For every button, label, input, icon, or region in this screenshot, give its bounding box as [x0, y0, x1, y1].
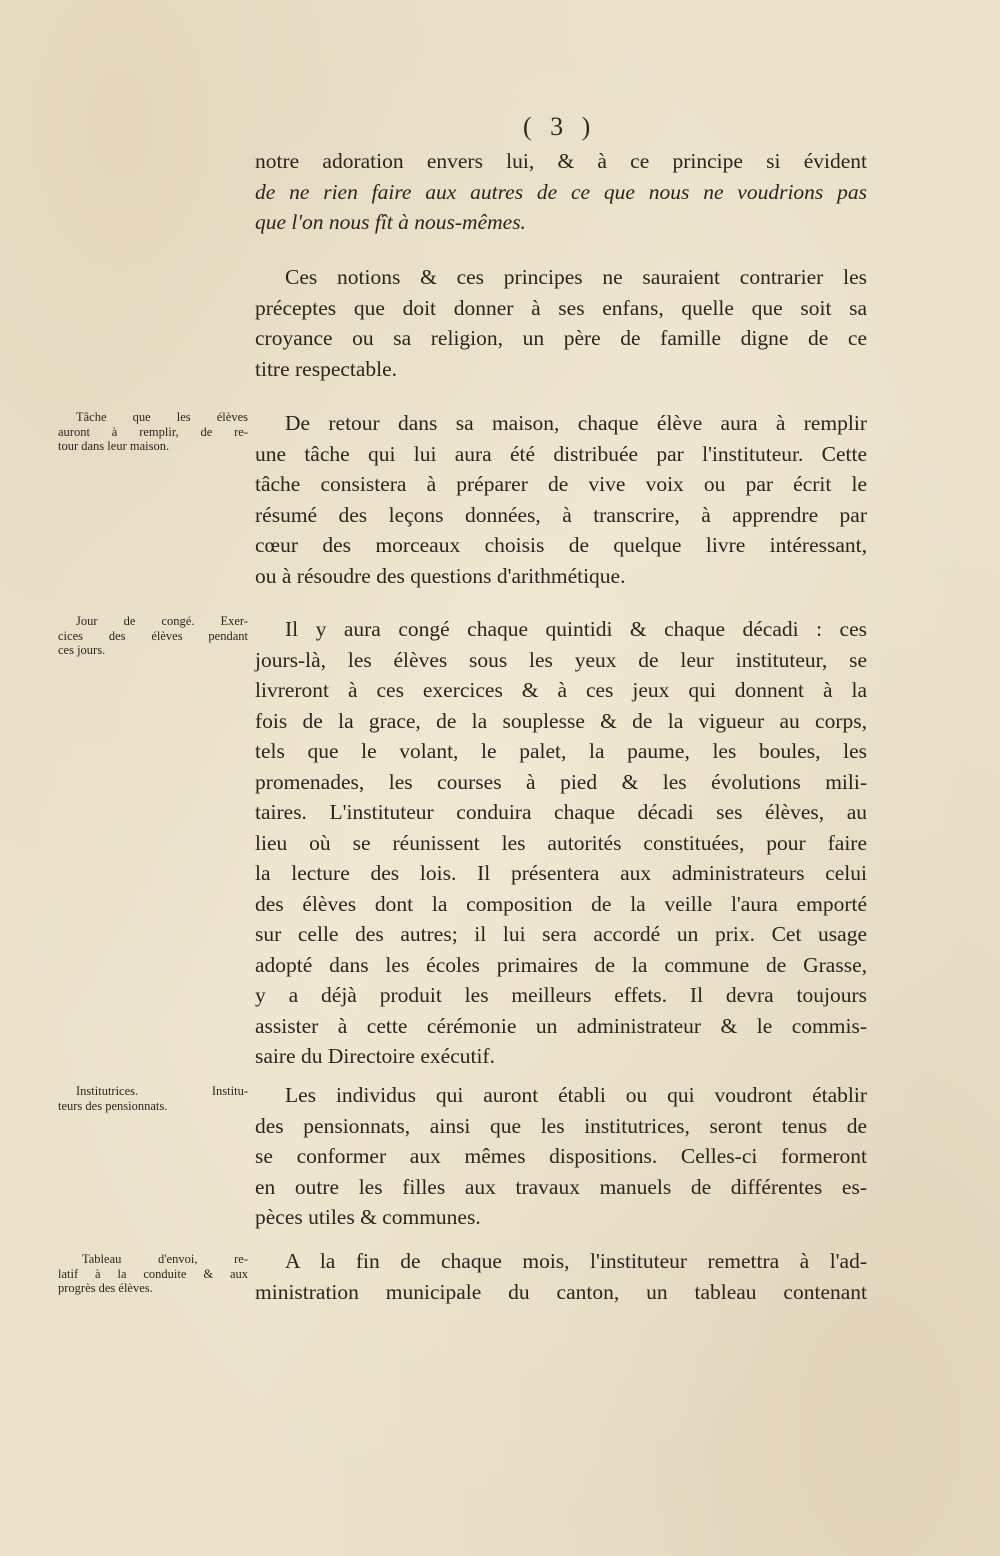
- paragraph-notions: [255, 262, 867, 384]
- text-line: préceptes que doit donner à ses enfans, quelle que soit sa: [255, 295, 867, 320]
- text-line: Les individus qui auront établi ou qui voudront établir: [285, 1083, 867, 1107]
- paragraph-tableau: [255, 1246, 867, 1307]
- text-line: une tâche qui lui aura été distribuée par l'instituteur. Cette: [255, 441, 867, 466]
- text-line: tâche consistera à préparer de vive voix ou par écrit le: [255, 472, 867, 496]
- text-line: sur celle des autres; il lui sera accordé un prix. Cet usage: [255, 922, 867, 946]
- text-line: croyance ou sa religion, un père de famille digne de ce: [255, 326, 867, 350]
- paragraph-retour: [255, 408, 867, 591]
- text-line: De retour dans sa maison, chaque élève aura à remplir: [285, 411, 867, 435]
- text-line: se conformer aux mêmes dispositions. Celles-ci formeront: [255, 1144, 867, 1168]
- text-line: promenades, les courses à pied & les évolutions mili-: [255, 769, 867, 794]
- text-line: des pensionnats, ainsi que les institutrices, seront tenus de: [255, 1113, 867, 1138]
- margin-note-line: auront à remplir, de re-: [58, 424, 248, 439]
- text-line: Il y aura congé chaque quintidi & chaque décadi : ces: [285, 617, 867, 641]
- margin-note-line: Institutrices. Institu-: [76, 1084, 248, 1098]
- margin-note-line: Tableau d'envoi, re-: [82, 1252, 248, 1266]
- text-line: jours-là, les élèves sous les yeux de leur instituteur, se: [255, 647, 867, 672]
- paragraph-continuation: [255, 146, 867, 238]
- text-line: tels que le volant, le palet, la paume, les boules, les: [255, 739, 867, 763]
- text-line: livreront à ces exercices & à ces jeux qui donnent à la: [255, 678, 867, 702]
- text-line: adopté dans les écoles primaires de la commune de Grasse,: [255, 952, 867, 977]
- text-line: lieu où se réunissent les autorités constituées, pour faire: [255, 830, 867, 855]
- text-line: assister à cette cérémonie un administrateur & le commis-: [255, 1013, 867, 1038]
- margin-note-line: teurs des pensionnats.: [58, 1098, 168, 1113]
- text-line: résumé des leçons données, à transcrire, à apprendre par: [255, 502, 867, 527]
- margin-note-line: ces jours.: [58, 643, 106, 657]
- text-line: en outre les filles aux travaux manuels de différentes es-: [255, 1174, 867, 1199]
- text-line: de ne rien faire aux autres de ce que nous ne voudrions pas: [255, 179, 867, 204]
- text-line: ou à résoudre des questions d'arithmétique.: [255, 563, 626, 588]
- text-line: cœur des morceaux choisis de quelque livre intéressant,: [255, 533, 867, 557]
- text-line: ministration municipale du canton, un tableau contenant: [255, 1279, 867, 1304]
- text-line: notre adoration envers lui, & à ce principe si évident: [255, 149, 867, 173]
- text-line: des élèves dont la composition de la veille l'aura emporté: [255, 891, 867, 916]
- text-line: Ces notions & ces principes ne sauraient contrarier les: [285, 265, 867, 289]
- margin-note-line: tour dans leur maison.: [58, 439, 170, 453]
- margin-note-tableau: [58, 1252, 248, 1296]
- margin-note-line: Tâche que les élèves: [76, 410, 248, 424]
- paragraph-pensionnats: [255, 1080, 867, 1233]
- text-line: taires. L'instituteur conduira chaque décadi ses élèves, au: [255, 800, 867, 824]
- margin-note-institutrices: [58, 1084, 248, 1113]
- margin-note-line: cices des élèves pendant: [58, 628, 248, 643]
- text-line: pèces utiles & communes.: [255, 1205, 481, 1229]
- text-line: A la fin de chaque mois, l'instituteur remettra à l'ad-: [285, 1249, 867, 1273]
- paragraph-conge: [255, 614, 867, 1072]
- text-line: que l'on nous fît à nous-mêmes.: [255, 210, 526, 234]
- margin-note-line: Jour de congé. Exer-: [76, 614, 248, 628]
- text-line: titre respectable.: [255, 356, 398, 381]
- margin-note-line: latif à la conduite & aux: [58, 1266, 248, 1281]
- text-line: y a déjà produit les meilleurs effets. Il devra toujours: [255, 983, 867, 1007]
- margin-note-tache: [58, 410, 248, 454]
- text-line: la lecture des lois. Il présentera aux administrateurs celui: [255, 861, 867, 885]
- text-line: fois de la grace, de la souplesse & de la vigueur au corps,: [255, 708, 867, 733]
- page-number: ( 3 ): [523, 112, 597, 141]
- margin-note-conge: [58, 614, 248, 658]
- margin-note-line: progrès des élèves.: [58, 1281, 153, 1295]
- text-line: saire du Directoire exécutif.: [255, 1044, 495, 1068]
